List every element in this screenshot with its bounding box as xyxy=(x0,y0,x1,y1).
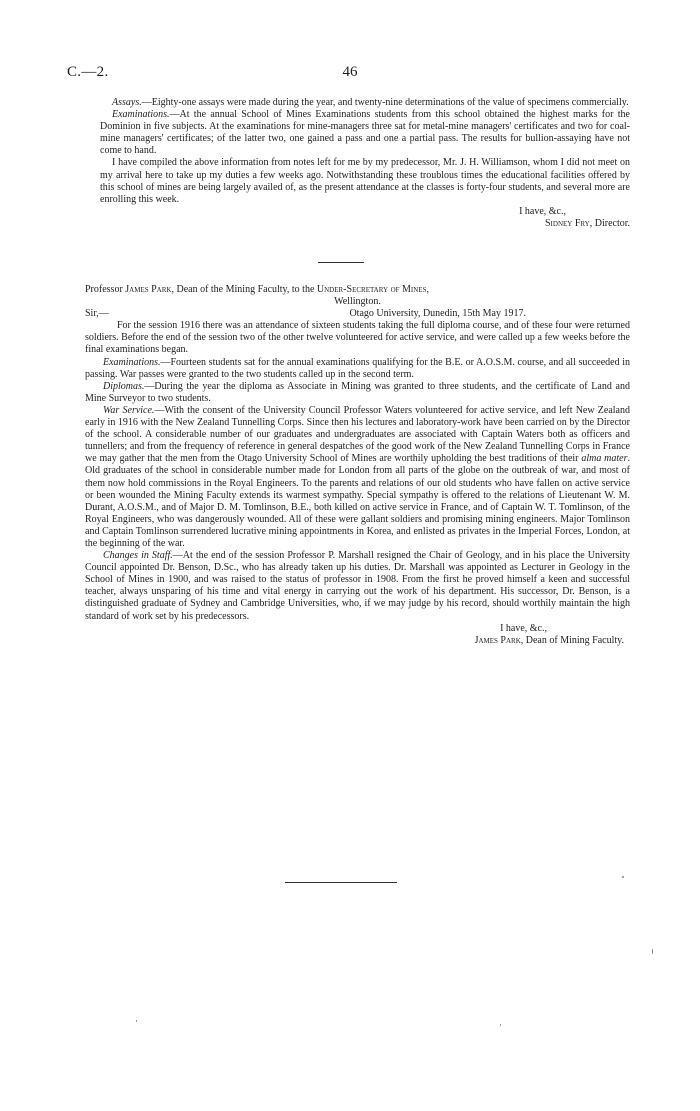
end-rule xyxy=(285,882,397,883)
page-number: 46 xyxy=(342,64,358,80)
dean-name: James Park xyxy=(474,634,521,646)
signatory-title: , Director. xyxy=(589,217,630,229)
section-divider xyxy=(318,262,364,263)
scan-speck xyxy=(136,1020,137,1022)
scan-speck xyxy=(652,949,653,954)
changes-heading: Changes in Staff. xyxy=(103,550,173,562)
war-service-heading: War Service. xyxy=(103,404,155,416)
dean-title: , Dean of Mining Faculty. xyxy=(520,634,624,646)
letter-1-body xyxy=(100,97,630,230)
assays-paragraph xyxy=(100,97,630,109)
assays-heading: Assays. xyxy=(112,97,142,108)
letter-1-signature xyxy=(100,218,630,230)
examinations-text: —At the annual School of Mines Examinations students from this school obtained the highest marks for the Dominion in five subjects. At the examinations for mine-managers three sat for metal-mine managers' certificates and two for coal-mine managers' certificates; of the latter two, one gained a pass and one a partial pass. The results for bullion-assaying have not come to hand. xyxy=(100,109,630,157)
signatory-name: Sidney Fry xyxy=(545,217,590,229)
diplomas-heading: Diplomas. xyxy=(103,380,145,392)
place-date: Otago University, Dunedin, 15th May 1917. xyxy=(349,308,526,320)
report-reference: C.—2. xyxy=(67,64,109,80)
recipient: Under-Secretary of Mines xyxy=(316,284,427,295)
changes-text: —At the end of the session Professor P. Marshall resigned the Chair of Geology, and in his place the University Council appointed Dr. Benson, D.Sc., who has already taken up his duties. Dr. Marshall was appointed as Lecturer in Geology in the School of Mines in 1900, and was raised to the status of professor in 1908. From the first he proved himself a keen and successful teacher, always unsparing of his time and vital energy in carrying out the work of his department. His successor, Dr. Benson, is a distinguished graduate of Sydney and Cambridge Universities, who, if we may judge by his record, should worthily maintain the high standard of work set by his predecessors. xyxy=(85,550,630,622)
sender-name: James Park xyxy=(125,284,172,295)
changes-in-staff-paragraph xyxy=(85,550,630,623)
letter-2-city: Wellington. xyxy=(334,296,381,308)
exams-paragraph xyxy=(85,357,630,381)
exams-heading: Examinations. xyxy=(103,356,161,368)
diplomas-text: —During the year the diploma as Associate in Mining was granted to three students, and the certificate of Land and Mine Surveyor to two students. xyxy=(85,380,630,404)
salutation-line xyxy=(85,308,630,320)
exams-text: —Fourteen students sat for the annual examinations qualifying for the B.E. or A.O.S.M. course, and all succeeded in passing. War passes were granted to the two students called up in the second term. xyxy=(85,356,630,380)
examinations-heading: Examinations. xyxy=(112,109,170,121)
letter-2-body xyxy=(85,284,630,647)
letter-1-closing: I have, &c., xyxy=(519,205,566,217)
assays-text: —Eighty-one assays were made during the year, and twenty-nine determinations of the value of specimens commercially. xyxy=(141,97,629,108)
war-service-paragraph: War Service.—With the consent of the University Council Professor Waters volunteered for active service, and left New Zealand early in 1916 with the New Zealand Tunnelling Corps. Since then his lectures and laboratory-work have been carried on by the Director of the school. A considerable number of our graduates and undergraduates are associated with Captain Waters both as officers and tunnellers; and from the frequency of reference in general despatches of the good work of the New Zealand Tunnelling Corps in France we may gather that the men from the Otago University School of Mines are worthily upholding the best traditions of their alma mater. Old graduates of the school in considerable number made for London from all parts of the globe on the outbreak of war, and most of them now hold commissions in the Royal Engineers. To the parents and relations of our old students who have fallen on active service or been wounded the Mining Faculty extends its warmest sympathy. Special sympathy is offered to the relations of Lieutenant W. M. Durant, A.O.S.M., and of Major D. M. Tomlinson, B.E., both killed on active service in France, and of Captain W. T. Tomlinson, of the Royal Engineers, who was dangerously wounded. All of these were gallant soldiers and promising mining engineers. Major Tomlinson and Captain Tomlinson surrendered lucrative mining appointments in Korea, and enlisted as privates in the Imperial Forces, London, at the beginning of the war. xyxy=(85,404,630,549)
scan-speck xyxy=(622,876,624,878)
letter-2-address: Professor James Park, Dean of the Mining Faculty, to the Under-Secretary of Mines, xyxy=(85,284,429,295)
alma-mater: alma mater xyxy=(581,453,628,465)
scan-speck xyxy=(500,1024,501,1026)
session-paragraph: For the session 1916 there was an attendance of sixteen students taking the full diploma course, and of these four were returned soldiers. Before the end of the session two of the other twelve volunteered for active service, and were called up a few weeks before the final examinations began. xyxy=(85,320,630,356)
letter-2-closing: I have, &c., xyxy=(500,622,547,634)
salutation: Sir,— xyxy=(85,308,109,320)
diplomas-paragraph xyxy=(85,381,630,405)
examinations-paragraph xyxy=(100,109,630,157)
letter-2-signature xyxy=(85,635,630,647)
compiled-paragraph: I have compiled the above information from notes left for me by my predecessor, Mr. J. H. Williamson, whom I did not meet on my arrival here to take up my duties a few weeks ago. Notwithstanding these troublous times the educational facilities offered by this school of mines are being largely availed of, as the present attendance at the classes is forty-four students, and several more are enrolling this week. xyxy=(100,157,630,205)
